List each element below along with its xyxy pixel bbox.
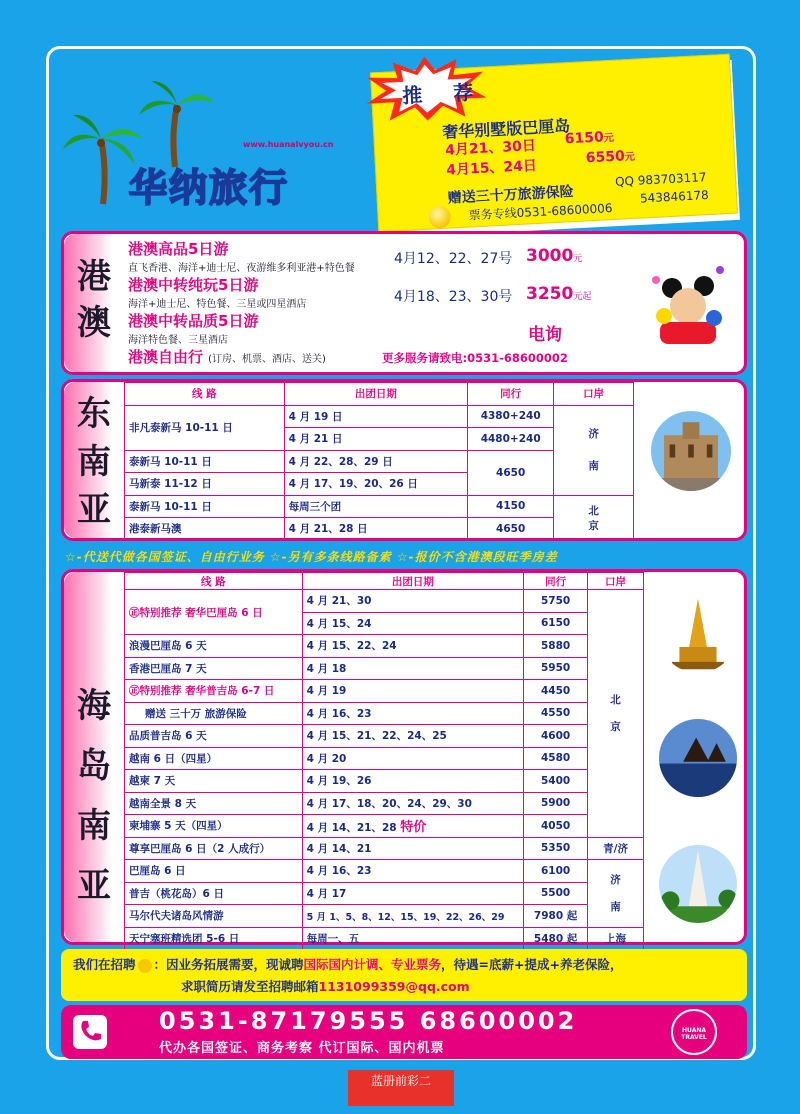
table-row[interactable]: 越柬 7 天 4 月 19、26 5400 [125, 770, 644, 793]
stupa-photo [656, 842, 740, 926]
table-row[interactable]: 港泰新马澳 4 月 21、28 日 4650 [125, 518, 634, 541]
promo-card [364, 55, 764, 231]
tour-row[interactable]: 港澳中转品质5日游 海洋特色餐、三星酒店 [128, 312, 259, 346]
port-cell: 济 南 [554, 405, 634, 495]
smiley-icon [428, 206, 451, 229]
section-label: 海 岛 南 亚 [77, 686, 111, 906]
brand-name: 华纳旅行 [129, 166, 290, 210]
temple-photo [656, 592, 740, 676]
section-label: 东 南 亚 [77, 394, 111, 530]
table-row[interactable]: 泰新马 10-11 日 4 月 22、28、29 日 4650 [125, 450, 634, 473]
table-row[interactable]: 马新泰 11-12 日 4 月 17、19、20、26 日 [125, 473, 634, 496]
port-cell: 北 京 [588, 590, 644, 838]
phone-icon [73, 1015, 107, 1049]
brand-url[interactable]: www.huanalvyou.cn [243, 140, 334, 149]
table-row[interactable]: 马尔代夫诸岛风情游 5 月 1、5、8、12、15、19、22、26、29 7980 起 [125, 905, 644, 928]
tour-row[interactable]: 港澳自由行 (订房、机票、酒店、送关) [128, 348, 326, 366]
table-row[interactable]: 赠送 三十万 旅游保险 4 月 16、23 4550 [125, 702, 644, 725]
service-notes: ☆-代送代做各国签证、自由行业务 ☆-另有多条线路备索 ☆-报价不含港澳段旺季房差 [65, 550, 558, 564]
special-badge: 特价 [400, 820, 427, 836]
service-hotline: 更多服务请致电:0531-68600002 [382, 351, 568, 365]
table-header: 线 路 出团日期 同行 口岸 [125, 383, 634, 406]
table-row[interactable]: 越南 6 日（四星） 4 月 20 4580 [125, 747, 644, 770]
promo-date: 4月15、24日 [445, 157, 538, 179]
promo-price: 6550元 [585, 148, 636, 167]
qq-contact: QQ 983703117 543846178 [614, 170, 710, 206]
service-summary: 代办各国签证、商务考察 代订国际、国内机票 [159, 1041, 445, 1056]
promo-title: 推 荐 [401, 79, 486, 108]
logo [59, 79, 359, 229]
ruins-photo [648, 408, 734, 494]
table-row[interactable]: 浪漫巴厘岛 6 天 4 月 15、22、24 5880 [125, 635, 644, 658]
table-row[interactable]: 非凡泰新马 10-11 日 4 月 19 日 4380+240 济 南 [125, 405, 634, 428]
main-phone[interactable]: 0531-87179555 68600002 [159, 1007, 578, 1035]
palm-tree-icon [135, 79, 215, 169]
table-row[interactable]: 香港巴厘岛 7 天 4 月 18 5950 [125, 657, 644, 680]
promo-date: 4月21、30日 [444, 137, 537, 159]
ticket-hotline: 票务专线0531-68600006 [468, 201, 613, 223]
table-row[interactable]: ㊣特别推荐 奢华普吉岛 6-7 日 4 月 19 4450 [125, 680, 644, 703]
table-row[interactable]: 4 月 15、24 6150 [125, 612, 644, 635]
island-table [124, 572, 644, 950]
table-row[interactable]: 品质普吉岛 6 天 4 月 15、21、22、24、25 4600 [125, 725, 644, 748]
promo-headline: 奢华别墅版巴厘岛 [441, 116, 571, 142]
recruit-email[interactable]: 1131099359@qq.com [318, 979, 470, 994]
table-row[interactable]: 天宁塞班精选团 5-6 日 每周一、五 5480 起 上海 [125, 927, 644, 950]
page-tag: 蓝册前彩二 [348, 1070, 454, 1106]
recruitment-banner [61, 949, 747, 1001]
port-cell: 济 南 [588, 860, 644, 928]
table-row[interactable]: 巴厘岛 6 日 4 月 16、23 6100 济 南 [125, 860, 644, 883]
table-row[interactable]: ㊣特别推荐 奢华巴厘岛 6 日 4 月 21、30 5750 北 京 [125, 590, 644, 613]
table-row[interactable]: 越南全景 8 天 4 月 17、18、20、24、29、30 5900 [125, 792, 644, 815]
poster [46, 46, 756, 1060]
tour-row[interactable]: 港澳高品5日游 直飞香港、海洋+迪士尼、夜游维多利亚港+特色餐 [128, 240, 355, 274]
smiley-icon [138, 959, 152, 973]
brand-seal: HUANA TRAVEL [671, 1009, 717, 1055]
section-island-asia [61, 569, 747, 945]
table-header: 线 路 出团日期 同行 口岸 [125, 573, 644, 590]
port-cell: 北 京 [554, 495, 634, 540]
table-row[interactable]: 尊享巴厘岛 6 日（2 人成行） 4 月 14、21 5350 青/济 [125, 837, 644, 860]
tour-price: 3250元起 [526, 284, 592, 304]
tour-price: 电询 [528, 325, 562, 345]
recruit-line: 我们在招聘 ：因业务拓展需要，现诚聘国际国内计调、专业票务，待遇=底薪+提成+养老保险， [73, 957, 623, 972]
tour-date: 4月18、23、30号 [394, 289, 513, 305]
disney-characters-icon [646, 256, 730, 352]
promo-price: 6150元 [564, 129, 615, 148]
tour-row[interactable]: 港澳中转纯玩5日游 海洋+迪士尼、特色餐、三星或四星酒店 [128, 276, 307, 310]
tour-price: 3000元 [526, 246, 583, 266]
port-cell: 上海 [588, 927, 644, 950]
table-row[interactable]: 泰新马 10-11 日 每周三个团 4150 北 京 [125, 495, 634, 518]
port-cell: 青/济 [588, 837, 644, 860]
promo-gift: 赠送三十万旅游保险 [447, 184, 575, 207]
sea-table [124, 382, 634, 541]
section-label: 港 澳 [77, 257, 111, 343]
table-row[interactable]: 4 月 21 日 4480+240 [125, 428, 634, 451]
table-row[interactable]: 柬埔寨 5 天（四星） 4 月 14、21、28 特价 4050 [125, 815, 644, 838]
recruit-line: 求职简历请发至招聘邮箱1131099359@qq.com [181, 979, 470, 994]
section-southeast-asia [61, 379, 747, 541]
tour-date: 4月12、22、27号 [394, 251, 513, 267]
promo-panel [370, 54, 738, 233]
lake-temple-photo [656, 716, 740, 800]
contact-footer [61, 1005, 747, 1059]
section-hongkong-macau [61, 231, 747, 375]
table-row[interactable]: 普吉（桃花岛）6 日 4 月 17 5500 [125, 882, 644, 905]
